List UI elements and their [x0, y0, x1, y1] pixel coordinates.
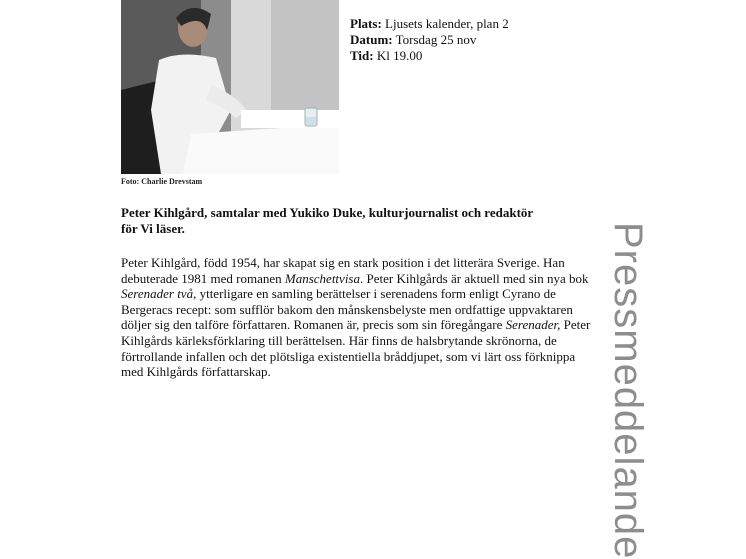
press-release-side-label: Pressmeddelande — [606, 222, 650, 559]
event-place — [350, 16, 509, 32]
author-photo — [121, 0, 339, 174]
event-date — [350, 32, 509, 48]
date-label: Datum: — [350, 32, 393, 47]
author-photo-illustration — [121, 0, 339, 174]
time-value: Kl 19.00 — [376, 48, 423, 63]
book-title-manschettvisa: Manschettvisa — [284, 270, 360, 286]
event-info — [350, 16, 509, 64]
photo-caption: Foto: Charlie Drevstam — [121, 177, 203, 186]
headline: Peter Kihlgård, samtalar med Yukiko Duke, kulturjournalist och redaktör för Vi läser. — [121, 205, 533, 236]
book-title-serenader: Serenader, — [505, 317, 561, 333]
body-text-2: . Peter Kihlgårds är aktuell med sin nya bok — [359, 270, 589, 286]
time-label: Tid: — [350, 48, 374, 63]
body-text-1: Peter Kihlgård, född 1954, har skapat sig en stark position i det litterära Sverige. Han debuterade 1981 med romanen — [121, 255, 565, 286]
body-paragraph — [121, 255, 591, 380]
body-text-4: Peter Kihlgårds kärleksförklaring till berättelsen. Här finns de halsbrytande skrönorna, de förtrollande infallen och det plötsliga existentiella bråddjupet, som vi lärt oss förknippa med Kihlgårds författarskap. — [121, 317, 591, 380]
place-label: Plats: — [350, 16, 382, 31]
date-value: Torsdag 25 nov — [395, 32, 477, 47]
book-title-serenader-tva: Serenader två — [121, 286, 194, 302]
place-value: Ljusets kalender, plan 2 — [385, 16, 509, 31]
body-text-3: , ytterligare en samling berättelser i serenadens form enligt Cyrano de Bergeracs recept: som sufflör bakom den månskensbelyste men ordfattige uppvaktaren döljer sig den talföre författaren. Romanen är, precis som sin föregångare — [121, 286, 573, 333]
event-time — [350, 48, 509, 64]
